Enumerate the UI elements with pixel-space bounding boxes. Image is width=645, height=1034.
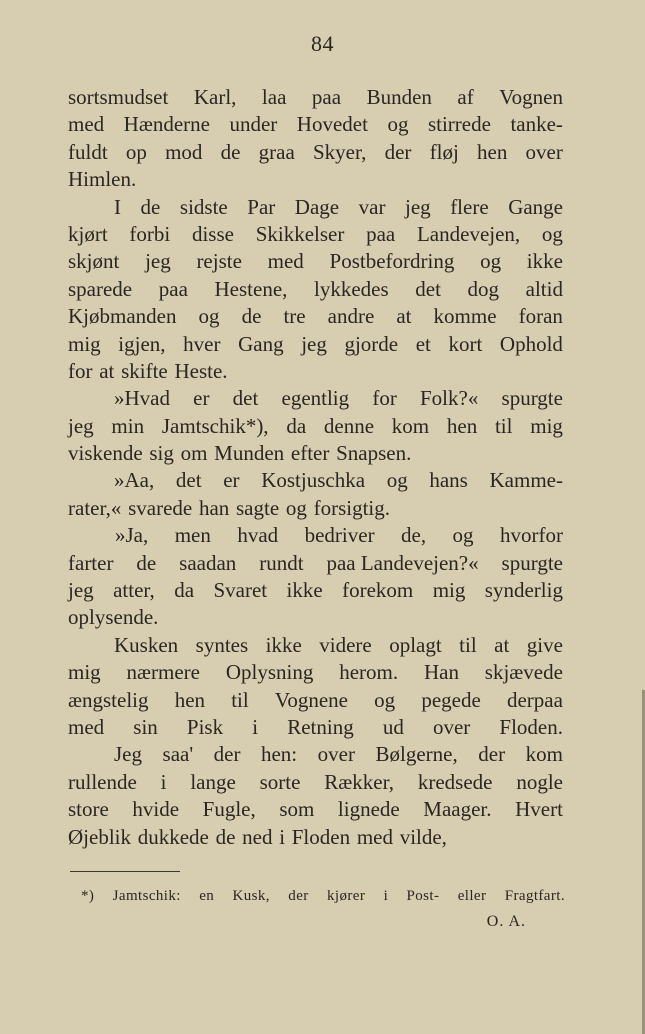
word: Folk?« (420, 386, 479, 411)
word: store (68, 797, 109, 822)
text-line (68, 194, 563, 221)
word: Hvert (515, 797, 563, 822)
word: hen (446, 413, 478, 438)
word: han (198, 495, 230, 520)
word: spurgte (501, 386, 563, 411)
word: rejste (196, 249, 242, 274)
text-line (68, 111, 563, 138)
text-line (68, 577, 563, 604)
word: skjævede (484, 660, 563, 685)
word: fuldt (68, 139, 108, 164)
word: Gange (508, 194, 563, 219)
word: Hovedet (296, 112, 368, 137)
text-line (68, 741, 563, 768)
word: Vognen (499, 85, 563, 109)
word: nogle (516, 769, 563, 794)
word: mig (68, 331, 101, 356)
word: sortsmudset (68, 85, 169, 109)
word: hans (429, 468, 468, 493)
word: I (114, 194, 121, 219)
word: forbi (129, 221, 171, 246)
word: lange (190, 769, 236, 794)
word: farter (68, 550, 114, 575)
word: Maager. (423, 797, 492, 822)
word: kort (448, 331, 483, 356)
page-number: 84 (311, 31, 334, 56)
text-line (68, 769, 563, 796)
footnote (81, 888, 565, 905)
word: jeg (68, 578, 94, 603)
word: Oplysning (225, 660, 314, 685)
word: paa Landevejen?« (326, 550, 479, 575)
word: komme (433, 304, 497, 329)
word: ikke (286, 578, 323, 603)
word: Landevejen, (416, 221, 521, 246)
word: egentlig (281, 386, 350, 411)
text-line (68, 413, 563, 440)
word: kredsede (417, 769, 493, 794)
text-line (68, 440, 563, 467)
word: sig (149, 441, 174, 466)
word: men (174, 523, 211, 548)
word: videre (319, 632, 372, 657)
word: de (215, 824, 236, 849)
word: mig (530, 413, 563, 438)
text-line (68, 604, 563, 631)
text-line (68, 687, 563, 714)
word: og (387, 112, 409, 137)
word: og (386, 468, 408, 493)
word: saa' (162, 742, 194, 767)
word: rullende (68, 769, 137, 794)
word: fløj (429, 139, 459, 164)
word: Ophold (499, 331, 563, 356)
text-line (68, 221, 563, 248)
word: synderlig (484, 578, 563, 603)
footnote-word: en (199, 888, 215, 904)
word: over (432, 714, 471, 739)
word: over (525, 139, 563, 164)
word: Jeg (114, 742, 142, 767)
word: de (136, 550, 157, 575)
word: Postbefordring (329, 249, 455, 274)
word: under (229, 112, 278, 137)
word: flere (450, 194, 489, 219)
word: det (415, 276, 441, 301)
word: hvad (237, 523, 279, 548)
word: vilde, (399, 824, 447, 849)
word: med (68, 112, 105, 137)
text-line (68, 248, 563, 275)
word: syntes (195, 632, 249, 657)
word: det (175, 468, 202, 493)
word: saadan (179, 550, 237, 575)
word: og (541, 221, 563, 246)
footnote-rule (70, 871, 180, 872)
word: Pisk (186, 714, 224, 739)
word: for (68, 358, 93, 383)
word: i (160, 769, 167, 794)
text-line (68, 714, 563, 741)
word: til (231, 687, 249, 712)
word: Par (247, 194, 276, 219)
word: lignede (337, 797, 400, 822)
word: Skikkelser (255, 221, 345, 246)
word: hvide (132, 797, 180, 822)
word: der (384, 139, 412, 164)
word: Hænderne (123, 112, 210, 137)
word: svarede (128, 495, 193, 520)
word: Hestene, (214, 276, 288, 301)
word: for (372, 386, 397, 411)
word: af (457, 85, 474, 109)
word: skifte (121, 358, 168, 383)
word: som (279, 797, 315, 822)
word: spurgte (501, 550, 563, 575)
word: denne (323, 413, 375, 438)
word: bedriver (304, 523, 375, 548)
text-line (68, 659, 563, 686)
text-line (68, 303, 563, 330)
word: gjorde (344, 331, 399, 356)
word: er (193, 386, 210, 411)
word: tre (283, 304, 306, 329)
word: hvorfor (500, 523, 563, 548)
word: disse (191, 221, 234, 246)
word: jeg (68, 413, 94, 438)
word: foran (518, 304, 563, 329)
word: er (223, 468, 240, 493)
word: derpaa (506, 687, 563, 712)
word: sorte (259, 769, 301, 794)
word: de (140, 194, 161, 219)
word: Vognene (274, 687, 348, 712)
word: sidste (179, 194, 228, 219)
word: ikke (265, 632, 302, 657)
word: i (279, 824, 286, 849)
text-line (68, 632, 563, 659)
word: Floden. (499, 714, 563, 739)
word: dukkede (137, 824, 209, 849)
word: de (220, 139, 241, 164)
word: sin (133, 714, 158, 739)
footnote-word: i (383, 888, 389, 904)
word: pegede (421, 687, 481, 712)
word: andre (327, 304, 375, 329)
word: stirrede (427, 112, 491, 137)
word: oplysende. (68, 605, 159, 630)
word: op (125, 139, 147, 164)
word: Munden (214, 441, 285, 466)
word: hver (183, 331, 221, 356)
word: Kusken (114, 632, 179, 657)
word: lykkedes (314, 276, 389, 301)
word: Heste. (174, 358, 228, 383)
word: min (111, 413, 145, 438)
text-line (68, 467, 563, 494)
word: jeg (145, 249, 171, 274)
word: »Hvad (114, 386, 170, 411)
word: mig (68, 660, 101, 685)
word: over (317, 742, 355, 767)
text-line (68, 84, 563, 111)
footnote-word: eller (457, 888, 487, 904)
word: Kjøbmanden (68, 304, 177, 329)
word: give (526, 632, 563, 657)
footnote-word: Jamtschik: (112, 888, 181, 904)
word: graa (258, 139, 295, 164)
footnote-signature: O. A. (486, 913, 526, 930)
word: de, (401, 523, 427, 548)
word: jeg (301, 331, 327, 356)
footnote-word: der (288, 888, 309, 904)
word: atter, (113, 578, 155, 603)
word: at (396, 304, 412, 329)
word: hen: (260, 742, 298, 767)
word: rundt (259, 550, 304, 575)
footnote-word: Kusk, (232, 888, 270, 904)
word: sparede (68, 276, 133, 301)
word: ned (242, 824, 273, 849)
word: til (459, 632, 477, 657)
word: ikke (526, 249, 563, 274)
word: dog (467, 276, 500, 301)
text-line (68, 166, 563, 193)
word: med (356, 824, 393, 849)
word: der (213, 742, 241, 767)
word: Snapsen. (336, 441, 412, 466)
word: efter (290, 441, 330, 466)
word: Dage (294, 194, 340, 219)
text-line (68, 522, 563, 549)
word: og (285, 495, 307, 520)
word: det (232, 386, 259, 411)
word: mig (432, 578, 466, 603)
word: nærmere (126, 660, 200, 685)
word: Bølgerne, (375, 742, 458, 767)
word: hen (477, 139, 508, 164)
word: »Aa, (114, 468, 155, 493)
word: laa (261, 85, 287, 109)
word: om (180, 441, 208, 466)
word: ud (382, 714, 404, 739)
word: Jamtschik*), (161, 413, 269, 438)
word: da (286, 413, 307, 438)
text-line (68, 796, 563, 823)
body-text (68, 84, 563, 851)
footnote-word: kjører (327, 888, 366, 904)
word: Retning (287, 714, 354, 739)
word: Floden (291, 824, 351, 849)
word: Fugle, (202, 797, 256, 822)
text-line (68, 331, 563, 358)
word: skjønt (68, 249, 120, 274)
footnote-word: Fragtfart. (504, 888, 565, 904)
word: Gang (238, 331, 284, 356)
word: Svaret (213, 578, 268, 603)
footnote-word: Post- (406, 888, 440, 904)
text-line (68, 358, 563, 385)
word: rater,« (68, 495, 122, 520)
word: der (478, 742, 506, 767)
word: paa (366, 221, 396, 246)
text-line (68, 276, 563, 303)
word: altid (525, 276, 563, 301)
word: de (241, 304, 262, 329)
word: Himlen. (68, 167, 137, 192)
word: Skyer, (313, 139, 367, 164)
word: ængstelig (68, 687, 149, 712)
word: da (174, 578, 195, 603)
word: at (99, 358, 115, 383)
word: at (494, 632, 510, 657)
footnote-word: *) (81, 888, 95, 904)
word: forekom (342, 578, 414, 603)
word: Øjeblik (68, 824, 131, 849)
word: og (452, 523, 474, 548)
word: forsigtig. (313, 495, 391, 520)
word: Bunden (366, 85, 432, 109)
text-line (68, 824, 563, 851)
text-line (68, 385, 563, 412)
word: paa (311, 85, 342, 109)
word: Kamme- (489, 468, 563, 493)
word: kom (391, 413, 430, 438)
word: »Ja, (115, 523, 149, 548)
word: til (494, 413, 513, 438)
word: Kostjuschka (261, 468, 366, 493)
word: sagte (236, 495, 280, 520)
word: kom (525, 742, 563, 767)
word: kjørt (68, 221, 108, 246)
word: tanke- (510, 112, 563, 137)
word: og (198, 304, 220, 329)
word: og (374, 687, 396, 712)
word: paa (158, 276, 188, 301)
word: var (358, 194, 386, 219)
word: hen (174, 687, 206, 712)
word: jeg (405, 194, 431, 219)
word: igjen, (118, 331, 166, 356)
word: Rækker, (324, 769, 395, 794)
word: i (252, 714, 259, 739)
word: viskende (68, 441, 143, 466)
word: et (415, 331, 431, 356)
word: Han (423, 660, 459, 685)
word: mod (165, 139, 203, 164)
word: herom. (339, 660, 399, 685)
text-line (68, 495, 563, 522)
word: og (480, 249, 502, 274)
text-line (68, 550, 563, 577)
text-line (68, 139, 563, 166)
word: med (68, 714, 105, 739)
word: med (267, 249, 304, 274)
word: Karl, (193, 85, 237, 109)
word: oplagt (389, 632, 442, 657)
